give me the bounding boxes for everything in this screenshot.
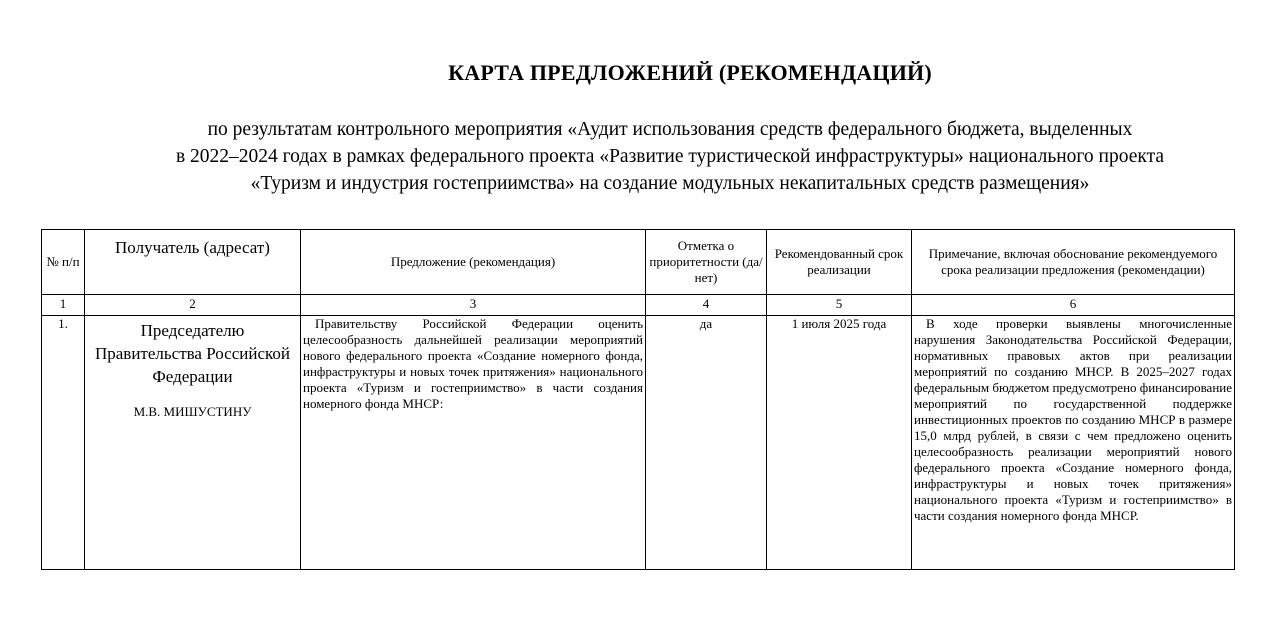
- table-header-row: [42, 230, 1235, 295]
- column-number: 6: [912, 295, 1235, 316]
- row-deadline: 1 июля 2025 года: [767, 316, 912, 570]
- column-number: 4: [646, 295, 767, 316]
- row-recipient: [85, 316, 301, 570]
- row-num: 1.: [42, 316, 85, 570]
- header-priority: Отметка о приоритетности (да/нет): [646, 230, 767, 295]
- header-recipient: Получатель (адресат): [85, 230, 301, 295]
- recipient-title: Председателю Правительства Российской Федерации: [94, 321, 290, 386]
- column-number-row: [42, 295, 1235, 316]
- recipient-name: М.В. МИШУСТИНУ: [133, 404, 252, 419]
- document-title: КАРТА ПРЕДЛОЖЕНИЙ (РЕКОМЕНДАЦИЙ): [448, 60, 932, 85]
- document-subtitle: [60, 116, 1280, 197]
- row-proposal: Правительству Российской Федерации оценить целесообразность дальнейшей реализации мероприятий нового федерального проекта «Создание номерного фонда, инфраструктуры и новых точек притяжения» национального проекта «Туризм и гостеприимство» в части создания номерного фонда МНСР:: [301, 316, 646, 570]
- column-number: 5: [767, 295, 912, 316]
- proposals-table: [41, 229, 1235, 570]
- column-number: 1: [42, 295, 85, 316]
- table-row: [42, 316, 1235, 570]
- column-number: 3: [301, 295, 646, 316]
- row-note: В ходе проверки выявлены многочисленные нарушения Законодательства Российской Федерации, нормативных правовых актов при реализации мероприятий по созданию МНСР. В 2025–2027 годах федеральным бюджетом предусмотрено финансирование мероприятий по государственной поддержке инвестиционных проектов по созданию МНСР в размере 15,0 млрд рублей, в связи с чем предложено оценить целесообразность реализации мероприятий нового федерального проекта «Создание номерного фонда, инфраструктуры и новых точек притяжения» национального проекта «Туризм и гостеприимство» в части создания номерного фонда МНСР.: [912, 316, 1235, 570]
- row-priority: да: [646, 316, 767, 570]
- column-number: 2: [85, 295, 301, 316]
- header-num: № п/п: [42, 230, 85, 295]
- subtitle-line: по результатам контрольного мероприятия «Аудит использования средств федерального бюджета, выделенных: [207, 119, 1133, 140]
- subtitle-line: «Туризм и индустрия гостеприимства» на создание модульных некапитальных средств размещения»: [250, 173, 1090, 194]
- header-note: Примечание, включая обоснование рекомендуемого срока реализации предложения (рекомендации): [912, 230, 1235, 295]
- header-proposal: Предложение (рекомендация): [301, 230, 646, 295]
- subtitle-line: в 2022–2024 годах в рамках федерального проекта «Развитие туристической инфраструктуры» национального проекта: [175, 146, 1165, 167]
- header-deadline: Рекомендованный срок реализации: [767, 230, 912, 295]
